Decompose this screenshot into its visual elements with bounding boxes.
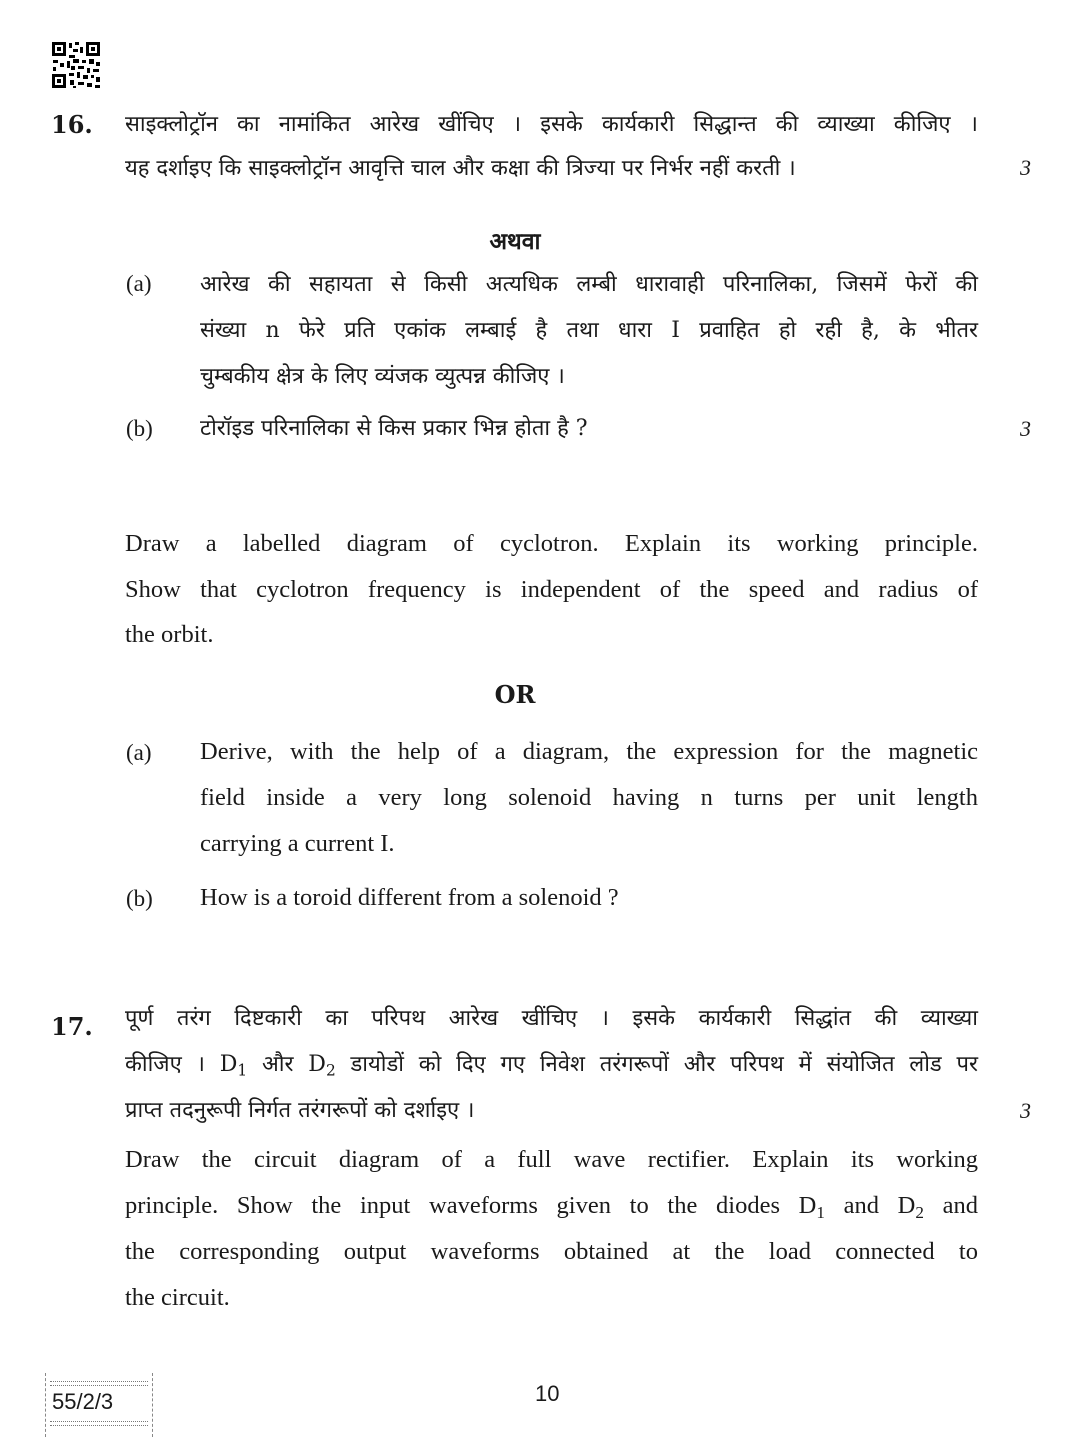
question-number: 16. bbox=[51, 110, 93, 139]
option-label: (a) bbox=[126, 271, 152, 296]
q16-or-a-hindi-line-1: आरेख की सहायता से किसी अत्यधिक लम्बी धारावाही परिनालिका, जिसमें फेरों की bbox=[200, 272, 978, 297]
q16-hindi-line-2: यह दर्शाइए कि साइक्लोट्रॉन आवृत्ति चाल और कक्षा की त्रिज्या पर निर्भर नहीं करती । bbox=[125, 156, 796, 181]
option-label: (b) bbox=[126, 886, 153, 911]
marks: 3 bbox=[1020, 416, 1031, 441]
footer-code-box bbox=[45, 1373, 153, 1437]
q17-english-line-4: the circuit. bbox=[125, 1284, 230, 1311]
q16-or-b-hindi: टोरॉइड परिनालिका से किस प्रकार भिन्न होता है ? bbox=[200, 416, 588, 441]
page-number: 10 bbox=[535, 1381, 560, 1406]
q17-english-line-2: principle. Show the input waveforms given to the diodes $D_1$ and $D_2$ and bbox=[125, 1192, 979, 1223]
q16-or-a-hindi-line-3: चुम्बकीय क्षेत्र के लिए व्यंजक व्युत्पन्न कीजिए । bbox=[200, 364, 565, 389]
q17-hindi-line-3: प्राप्त तदनुरूपी निर्गत तरंगरूपों को दर्शाइए । bbox=[125, 1098, 475, 1123]
q16-english-line-1: Draw a labelled diagram of cyclotron. Explain its working principle. bbox=[125, 530, 978, 557]
option-label: (b) bbox=[126, 416, 153, 441]
q17-english-line-1: Draw the circuit diagram of a full wave rectifier. Explain its working bbox=[125, 1146, 978, 1173]
q17-hindi-line-1: पूर्ण तरंग दिष्टकारी का परिपथ आरेख खींचिए । इसके कार्यकारी सिद्धांत की व्याख्या bbox=[125, 1006, 978, 1031]
question-number: 17. bbox=[51, 1012, 93, 1041]
q16-or-a-hindi-line-2: संख्या n फेरे प्रति एकांक लम्बाई है तथा धारा I प्रवाहित हो रही है, के भीतर bbox=[200, 318, 978, 343]
q16-hindi-line-1: साइक्लोट्रॉन का नामांकित आरेख खींचिए । इसके कार्यकारी सिद्धान्त की व्याख्या कीजिए । bbox=[125, 112, 978, 137]
q16-english-line-3: the orbit. bbox=[125, 621, 214, 648]
q16-or-a-english-line-3: carrying a current I. bbox=[200, 830, 395, 857]
or-heading: OR bbox=[494, 680, 536, 709]
q16-or-a-english-line-1: Derive, with the help of a diagram, the expression for the magnetic bbox=[200, 738, 978, 765]
or-heading-hindi: अथवा bbox=[489, 228, 541, 255]
q16-or-b-english: How is a toroid different from a solenoid ? bbox=[200, 884, 619, 911]
qr-code-icon bbox=[51, 41, 101, 89]
q17-hindi-line-2: कीजिए । $D_1$ और $D_2$ डायोडों को दिए गए निवेश तरंगरूपों और परिपथ में संयोजित लोड पर bbox=[125, 1052, 978, 1080]
q16-or-a-english-line-2: field inside a very long solenoid having n turns per unit length bbox=[200, 784, 978, 811]
q16-english-line-2: Show that cyclotron frequency is independent of the speed and radius of bbox=[125, 576, 978, 603]
option-label: (a) bbox=[126, 740, 152, 765]
q17-english-line-3: the corresponding output waveforms obtained at the load connected to bbox=[125, 1238, 978, 1265]
marks: 3 bbox=[1020, 1098, 1031, 1123]
paper-code: 55/2/3 bbox=[52, 1389, 114, 1414]
marks: 3 bbox=[1020, 155, 1031, 180]
